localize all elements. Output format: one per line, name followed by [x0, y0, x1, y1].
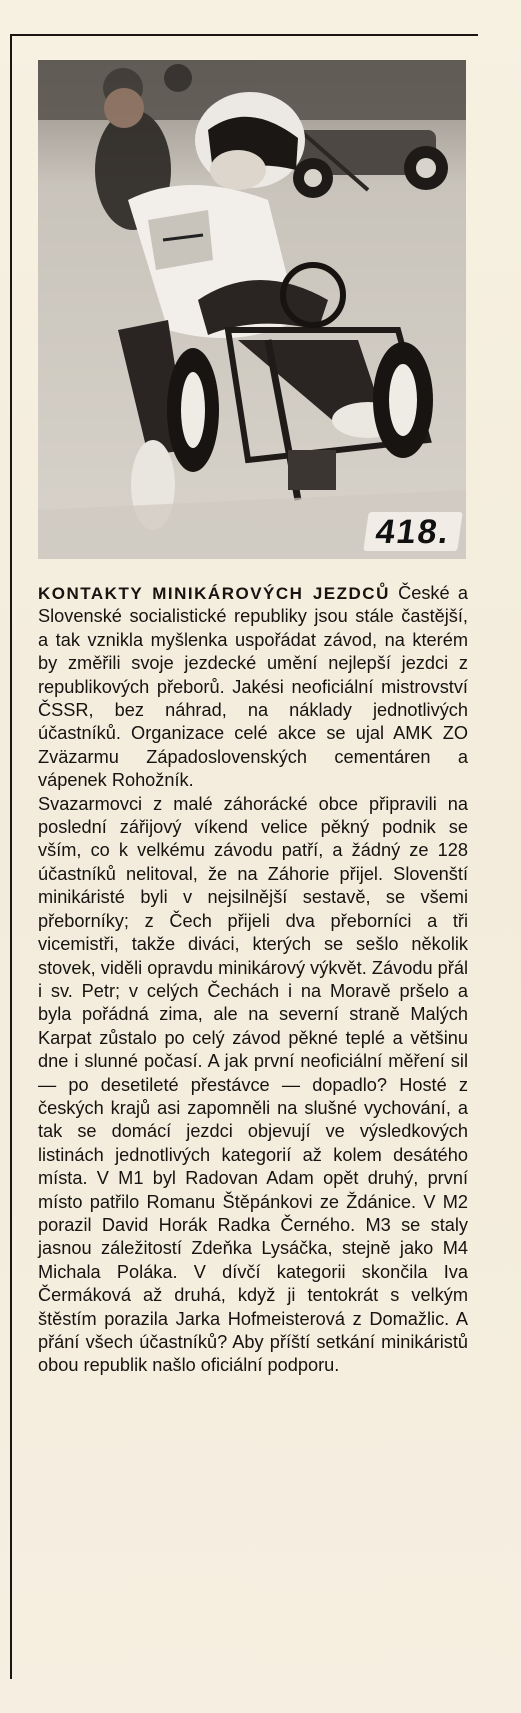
photo-illustration — [38, 60, 466, 559]
top-border-rule — [10, 34, 478, 36]
article-headline: KONTAKTY MINIKÁROVÝCH JEZDCŮ — [38, 584, 390, 603]
article-photo — [38, 60, 466, 559]
article-lead-paragraph — [38, 582, 468, 793]
article-text — [38, 582, 468, 1378]
article-lead: České a Slovenské socialistické republiky jsou stále častější, a tak vznikla myšlenka uspořádat závod, na kterém by změřili svoje jezdecké umění nejlepší jezdci z republikových přeborů. Jakési neoficiální mistrovství ČSSR, bez náhrad, na náklady jednotlivých účastníků. Organizace celé akce se ujal AMK ZO Zväzarmu Západoslovenských cementáren a vápenek Rohožník. — [38, 583, 468, 791]
article-body-paragraph: Svazarmovci z malé záhorácké obce připravili na poslední zářijový víkend velice pěkný podnik se vším, co k velkému závodu patří, a žádný ze 128 účastníků nelitoval, že na Záhorie přijel. Slovenští minikáristé byli v nejsilnější sestavě, se všemi přeborníky; z Čech přijeli dva přeborníci a tři vicemistři, takže diváci, kterých se sešlo několik stovek, viděli opravdu minikárový výkvět. Závodu přál i sv. Petr; v celých Čechách i na Moravě pršelo a byla pořádná zima, ale na severní straně Malých Karpat zůstalo po celý závod pěkné teplé a většinu dne i slunné počasí. A jak první neoficiální měření sil — po desetileté přestávce — dopadlo? Hosté z českých krajů asi zapomněli na slušné vychování, a tak se domácí jezdci objevují ve výsledkových listinách jednotlivých kategorií až kolem desátého místa. V M1 byl Radovan Adam opět druhý, první místo patřilo Romanu Štěpánkovi ze Ždánice. V M2 porazil David Horák Radka Černého. M3 se staly jasnou záležitostí Zdeňka Lysáčka, stejně jako M4 Michala Poláka. V dívčí kategorii skončila Iva Čermáková až druhá, když ji tentokrát s velkým štěstím porazila Jarka Hofmeisterová z Domažlic. A přání všech účastníků? Aby příští setkání minikáristů obou republik našlo oficiální podporu. — [38, 793, 468, 1376]
photo-number-plate: 418. — [363, 512, 463, 551]
left-border-rule — [10, 34, 12, 1679]
